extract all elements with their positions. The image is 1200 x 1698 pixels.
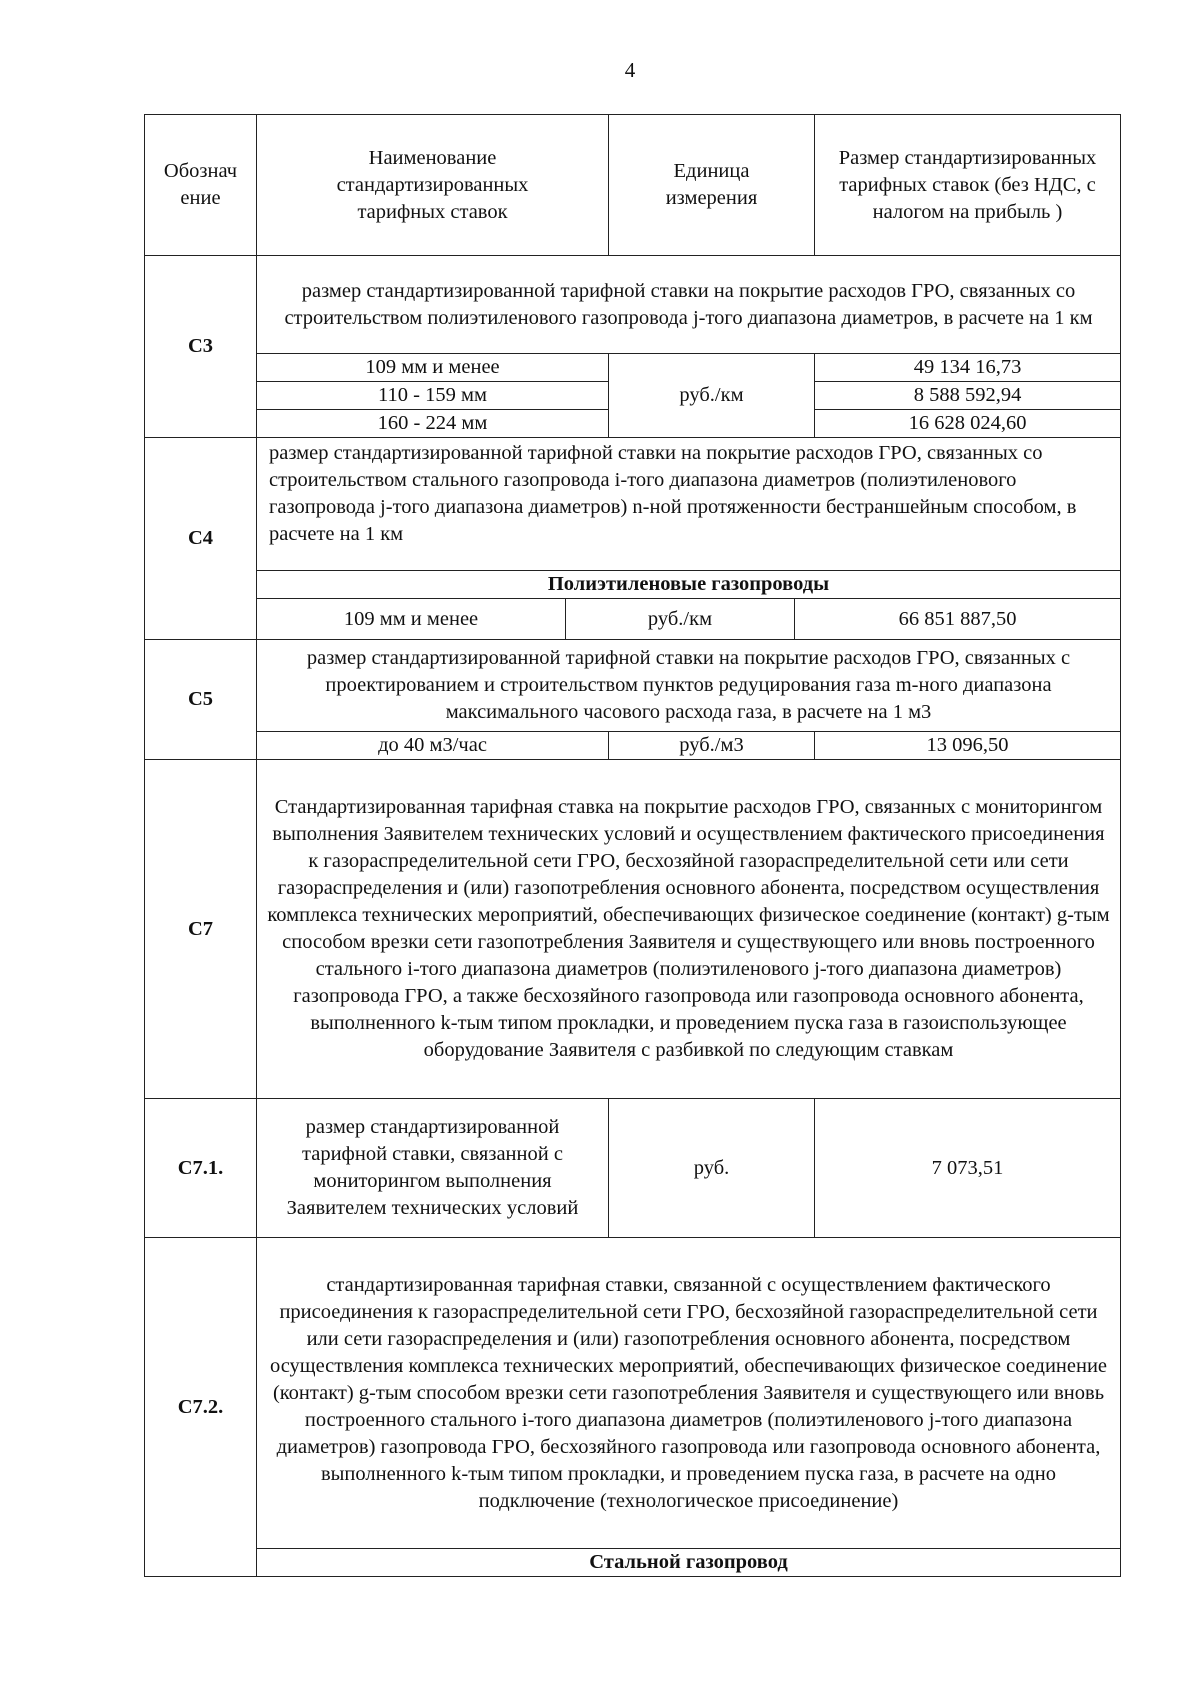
header-value: Размер стандартизированных тарифных ставок (без НДС, с налогом на прибыль )	[815, 115, 1121, 256]
rate-code-c4: С4	[145, 438, 257, 640]
table-row	[145, 438, 1121, 571]
rate-description-c5: размер стандартизированной тарифной ставки на покрытие расходов ГРО, связанных с проектированием и строительством пунктов редуцирования газа m-ного диапазона максимального часового расхода газа, в расчете на 1 м3	[257, 640, 1121, 732]
rate-description-c3: размер стандартизированной тарифной ставки на покрытие расходов ГРО, связанных со строительством полиэтиленового газопровода j-того диапазона диаметров, в расчете на 1 км	[257, 256, 1121, 354]
diameter-range: 110 - 159 мм	[257, 382, 609, 410]
header-unit: Единица измерения	[609, 115, 815, 256]
table-row	[145, 571, 1121, 599]
table-row	[145, 760, 1121, 1099]
unit-c5: руб./м3	[609, 732, 815, 760]
rate-description-c7-2: стандартизированная тарифная ставки, связанной с осуществлением фактического присоединения к газораспределительной сети ГРО, бесхозяйной газораспределительной сети или сети газораспределения и (или) газопотребления основного абонента, посредством осуществления комплекса технических мероприятий, обеспечивающих физическое соединение (контакт) g-тым способом врезки сети газопотребления Заявителя и существующего или вновь построенного стального i-того диапазона диаметров (полиэтиленового j-того диапазона диаметров) газопровода ГРО, бесхозяйного газопровода или газопровода основного абонента, выполненного k-тым типом прокладки, и проведением пуска газа, в расчете на одно подключение (технологическое присоединение)	[257, 1238, 1121, 1549]
subheading-steel: Стальной газопровод	[257, 1549, 1121, 1577]
subheading-polyethylene: Полиэтиленовые газопроводы	[257, 571, 1121, 599]
rate-value: 66 851 887,50	[898, 607, 1017, 630]
page-number: 4	[624, 58, 636, 82]
table-row	[145, 640, 1121, 732]
diameter-range: 109 мм и менее	[257, 354, 609, 382]
rate-code-c3: С3	[145, 256, 257, 438]
rate-value: 49 134 16,73	[815, 354, 1121, 382]
table-header-row	[145, 115, 1121, 256]
rate-code-c5: С5	[145, 640, 257, 760]
diameter-range: 109 мм и менее	[343, 607, 479, 630]
table-row	[145, 1099, 1121, 1238]
table-row	[145, 1238, 1121, 1549]
rate-code-c7-2: С7.2.	[145, 1238, 257, 1577]
table-row	[145, 256, 1121, 354]
diameter-range: 160 - 224 мм	[257, 410, 609, 438]
rate-description-c7: Стандартизированная тарифная ставка на покрытие расходов ГРО, связанных с мониторингом выполнения Заявителем технических условий и осуществлением фактического присоединения к газораспределительной сети ГРО, бесхозяйной газораспределительной сети или сети газораспределения и (или) газопотребления основного абонента, посредством осуществления комплекса технических мероприятий, обеспечивающих физическое соединение (контакт) g-тым способом врезки сети газопотребления Заявителя и существующего или вновь построенного стального i-того диапазона диаметров (полиэтиленового j-того диапазона диаметров) газопровода ГРО, а также бесхозяйного газопровода или газопровода основного абонента, выполненного k-тым типом прокладки, и проведением пуска газа в газоиспользующее оборудование Заявителя с разбивкой по следующим ставкам	[257, 760, 1121, 1099]
tariff-rates-table	[144, 114, 1121, 1577]
table-row	[145, 1549, 1121, 1577]
table-row	[145, 599, 1121, 640]
rate-value: 13 096,50	[815, 732, 1121, 760]
table-row	[145, 732, 1121, 760]
flow-range: до 40 м3/час	[257, 732, 609, 760]
rate-description-c4: размер стандартизированной тарифной ставки на покрытие расходов ГРО, связанных со строительством стального газопровода i-того диапазона диаметров (полиэтиленового газопровода j-того диапазона диаметров) n-ной протяженности бестраншейным способом, в расчете на 1 км	[257, 438, 1121, 571]
table-row	[145, 354, 1121, 382]
rate-value-c7-1: 7 073,51	[815, 1099, 1121, 1238]
rate-code-c7-1: С7.1.	[145, 1099, 257, 1238]
unit-c3: руб./км	[609, 354, 815, 438]
rate-value: 8 588 592,94	[815, 382, 1121, 410]
rate-code-c7: С7	[145, 760, 257, 1099]
header-code: Обознач ение	[145, 115, 257, 256]
header-name: Наименование стандартизированных тарифных ставок	[257, 115, 609, 256]
unit-c4: руб./км	[565, 599, 795, 639]
unit-c7-1: руб.	[609, 1099, 815, 1238]
rate-name-c7-1: размер стандартизированной тарифной ставки, связанной с мониторингом выполнения Заявителем технических условий	[257, 1099, 609, 1238]
rate-value: 16 628 024,60	[815, 410, 1121, 438]
